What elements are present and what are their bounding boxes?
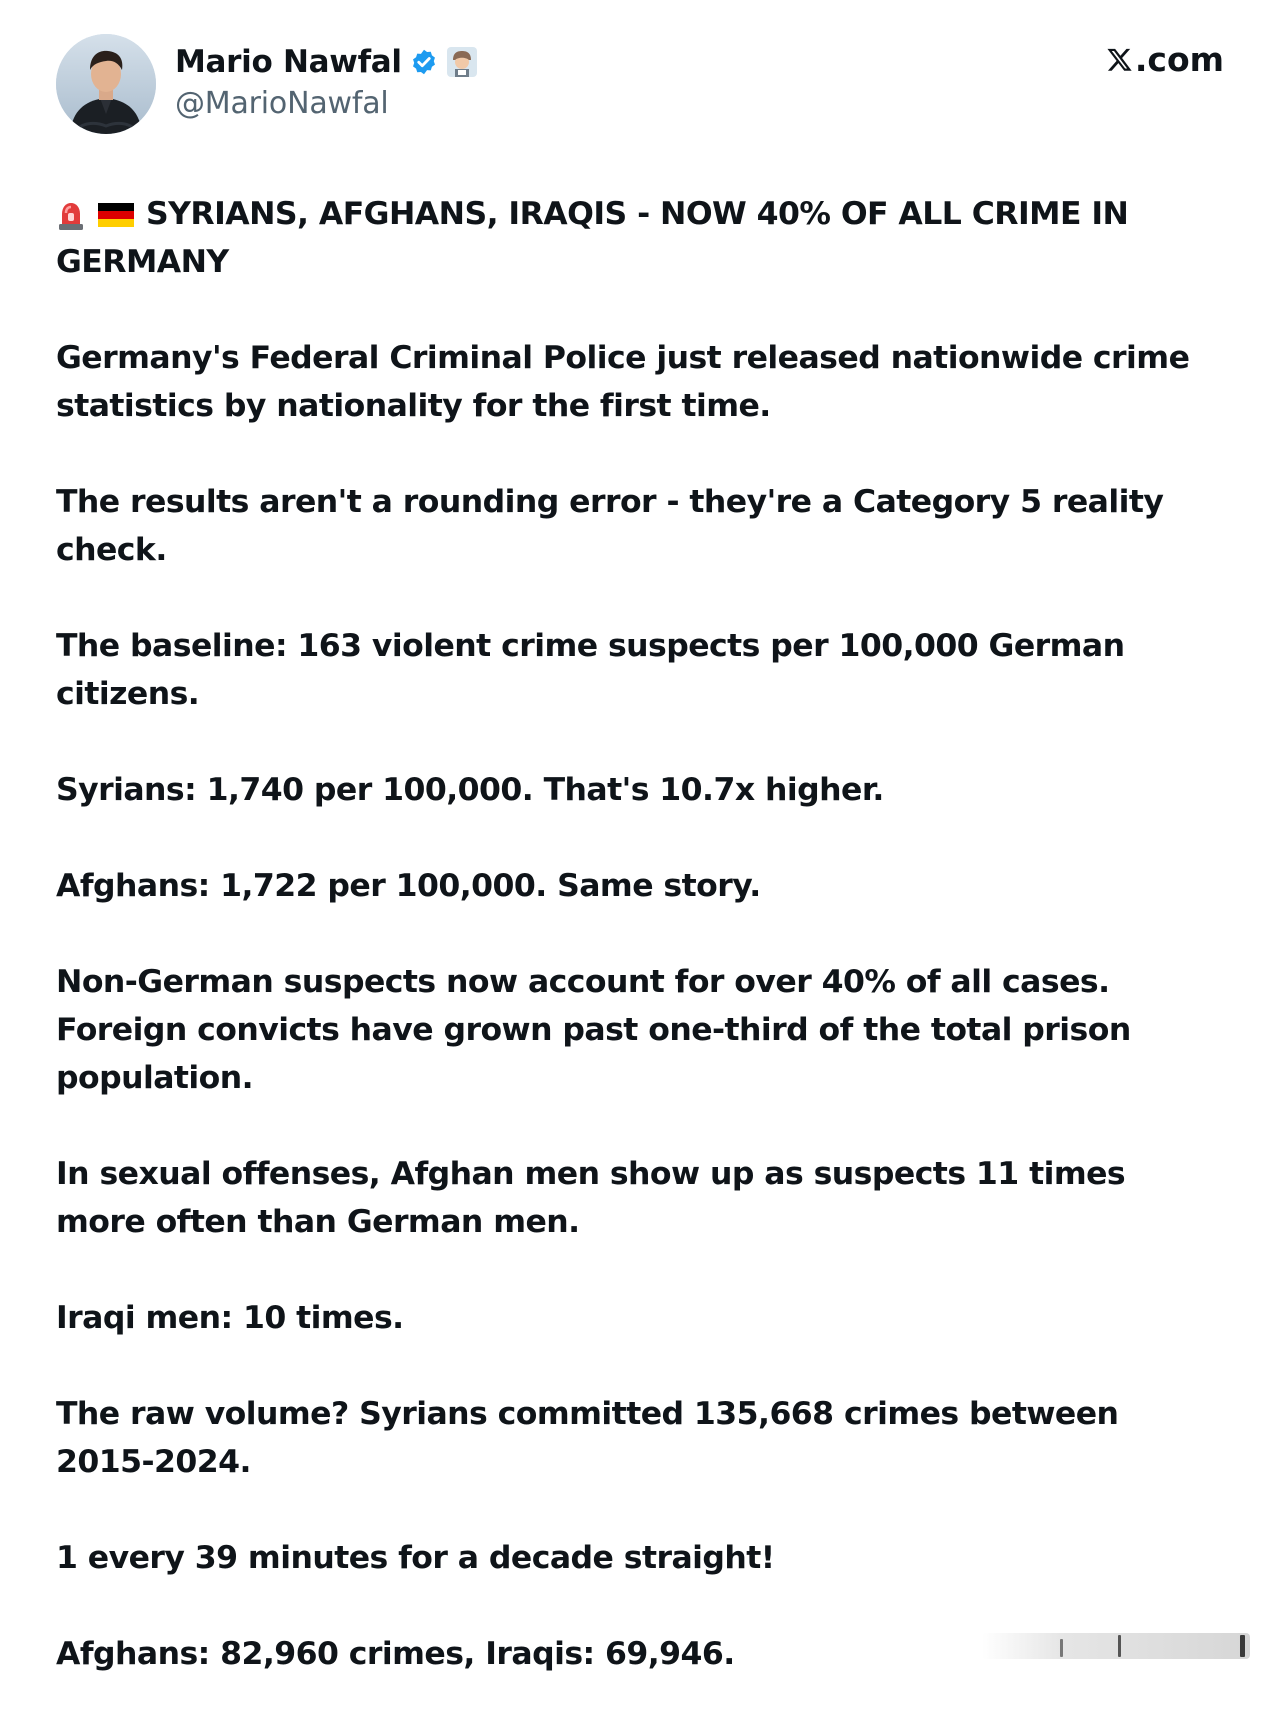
avatar[interactable] <box>56 34 156 134</box>
verified-badge-icon <box>410 48 438 76</box>
post-paragraph-8: Iraqi men: 10 times. <box>56 1300 404 1336</box>
watermark-mark <box>1118 1635 1121 1657</box>
site-label[interactable] <box>1106 40 1224 79</box>
post-paragraph-10: 1 every 39 minutes for a decade straight! <box>56 1540 775 1576</box>
post-paragraph-4: Syrians: 1,740 per 100,000. That's 10.7x higher. <box>56 772 884 808</box>
post-paragraph-3: The baseline: 163 violent crime suspects per 100,000 German citizens. <box>56 628 1125 712</box>
germany-flag-emoji-icon <box>98 203 134 227</box>
post-paragraph-9: The raw volume? Syrians committed 135,668 crimes between 2015-2024. <box>56 1396 1119 1480</box>
post-paragraph-11: Afghans: 82,960 crimes, Iraqis: 69,946. <box>56 1636 735 1672</box>
post-paragraph-5: Afghans: 1,722 per 100,000. Same story. <box>56 868 761 904</box>
post-header <box>56 34 1196 134</box>
name-row <box>175 40 478 84</box>
post-title <box>56 190 1224 286</box>
post-body <box>56 190 1224 1726</box>
user-handle[interactable]: @MarioNawfal <box>175 86 389 121</box>
display-name[interactable]: Mario Nawfal <box>175 44 402 80</box>
post-title-wrapper <box>56 190 1224 286</box>
siren-emoji-icon <box>56 199 86 231</box>
watermark-mark <box>1240 1635 1245 1657</box>
news-badge-icon <box>446 46 478 78</box>
post-title-text: SYRIANS, AFGHANS, IRAQIS - NOW 40% OF ALL CRIME IN GERMANY <box>56 196 1129 280</box>
post-paragraph-1: Germany's Federal Criminal Police just released nationwide crime statistics by nationality for the first time. <box>56 340 1190 424</box>
post-paragraph-6: Non-German suspects now account for over 40% of all cases. Foreign convicts have grown past one-third of the total prison population. <box>56 964 1131 1096</box>
post-paragraph-2: The results aren't a rounding error - they're a Category 5 reality check. <box>56 484 1164 568</box>
avatar-image <box>56 34 156 134</box>
watermark-mark <box>1060 1639 1063 1657</box>
post-paragraph-7: In sexual offenses, Afghan men show up as suspects 11 times more often than German men. <box>56 1156 1126 1240</box>
watermark-overlay <box>982 1633 1250 1659</box>
site-domain: .com <box>1134 40 1224 79</box>
x-logo-icon <box>1106 46 1133 73</box>
